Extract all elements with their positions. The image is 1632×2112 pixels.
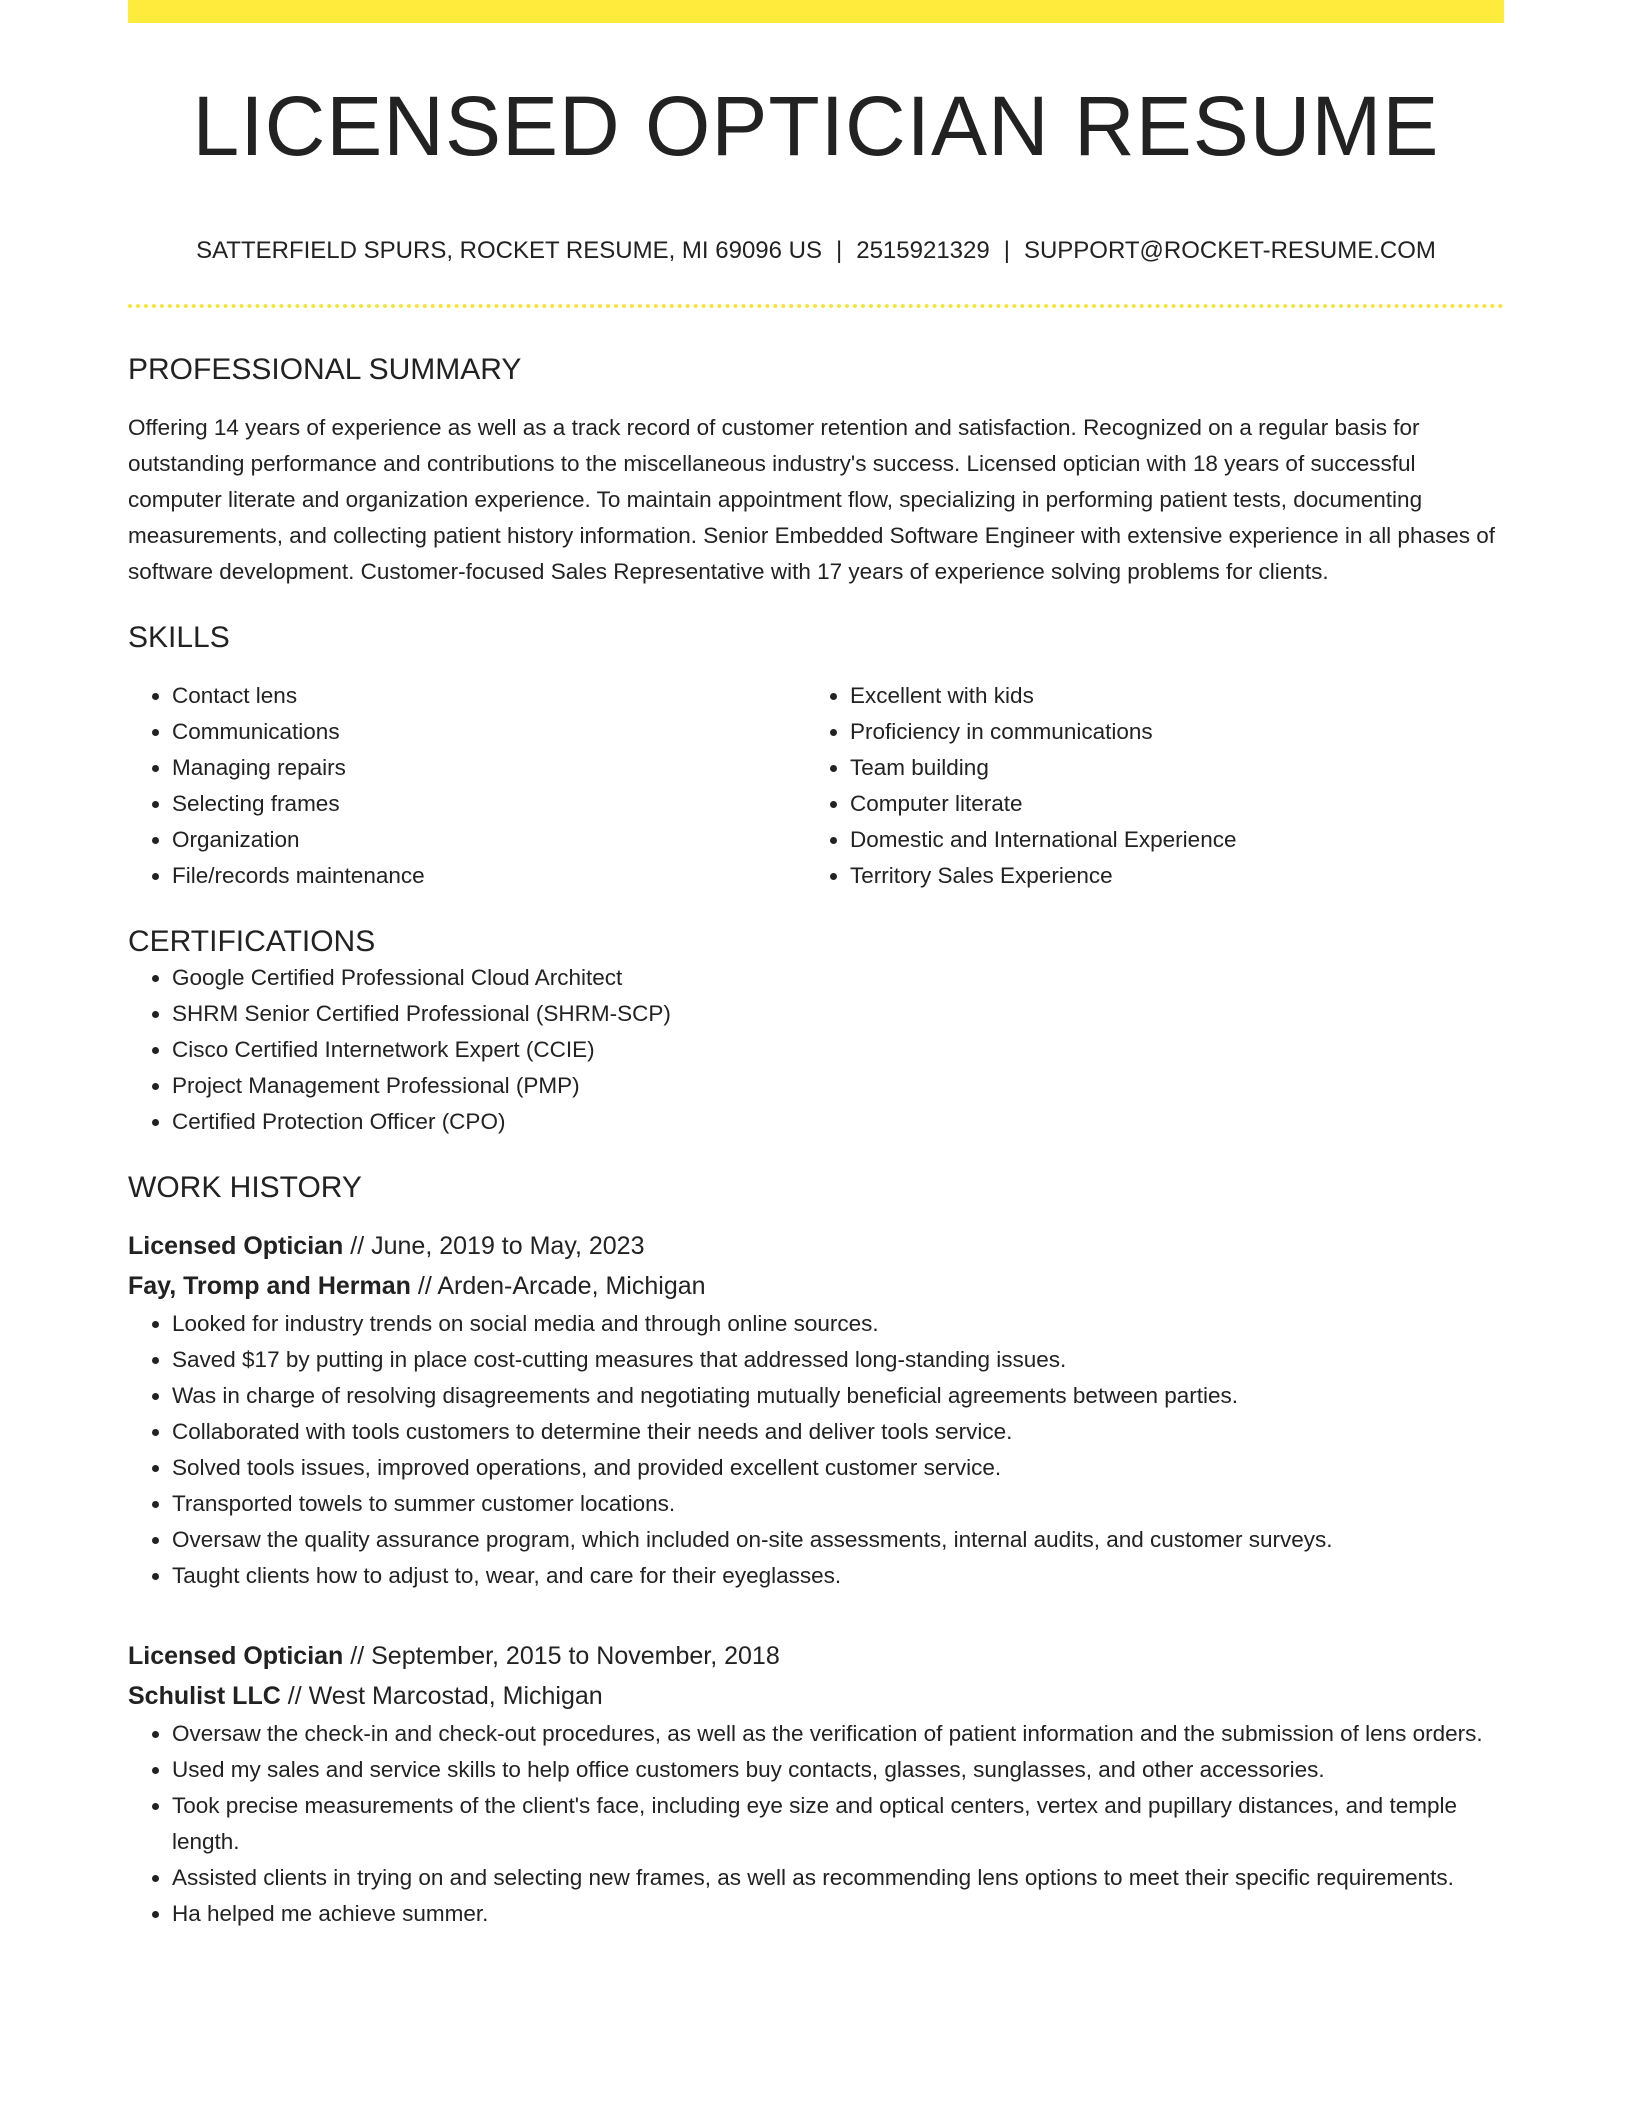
job-title-line: [128, 1226, 1504, 1266]
work-history-heading: WORK HISTORY: [128, 1171, 362, 1205]
skill-item: • Contact lens: [172, 678, 806, 714]
certification-item: • Cisco Certified Internetwork Expert (CCIE): [172, 1032, 1504, 1068]
job-entry: [128, 1636, 1504, 1932]
separator: |: [1003, 237, 1010, 265]
certification-item: • Project Management Professional (PMP): [172, 1068, 1504, 1104]
phone[interactable]: 2515921329: [856, 237, 990, 265]
job-bullet: • Looked for industry trends on social media and through online sources.: [172, 1306, 1504, 1342]
certifications-list: [128, 960, 1504, 1140]
job-entry: [128, 1226, 1504, 1594]
job-dates: // September, 2015 to November, 2018: [343, 1642, 780, 1671]
skill-item: • Communications: [172, 714, 806, 750]
job-bullet: • Taught clients how to adjust to, wear, and care for their eyeglasses.: [172, 1558, 1504, 1594]
accent-bar: [128, 0, 1504, 23]
job-bullet: • Transported towels to summer customer locations.: [172, 1486, 1504, 1522]
skills-heading: SKILLS: [128, 621, 230, 655]
certification-item: • Certified Protection Officer (CPO): [172, 1104, 1504, 1140]
skills-column-left: [128, 678, 806, 894]
skills-column-right: [806, 678, 1484, 894]
job-title: Licensed Optician: [128, 1642, 344, 1671]
skill-item: • Territory Sales Experience: [850, 858, 1484, 894]
job-company: Fay, Tromp and Herman: [128, 1272, 411, 1301]
skills-list-left: [128, 678, 806, 894]
job-bullet: • Solved tools issues, improved operations, and provided excellent customer service.: [172, 1450, 1504, 1486]
skill-item: • Team building: [850, 750, 1484, 786]
job-location: // Arden-Arcade, Michigan: [410, 1272, 706, 1301]
page-title: LICENSED OPTICIAN RESUME: [192, 79, 1440, 173]
skill-item: • Managing repairs: [172, 750, 806, 786]
skill-item: • Selecting frames: [172, 786, 806, 822]
job-bullet: • Oversaw the check-in and check-out procedures, as well as the verification of patient information and the submission of lens orders.: [172, 1716, 1504, 1752]
job-location: // West Marcostad, Michigan: [280, 1682, 603, 1711]
skill-item: • Proficiency in communications: [850, 714, 1484, 750]
skills-list-right: [806, 678, 1484, 894]
certifications-heading: CERTIFICATIONS: [128, 925, 376, 959]
certification-item: • SHRM Senior Certified Professional (SHRM-SCP): [172, 996, 1504, 1032]
job-company-line: [128, 1676, 1504, 1716]
job-bullets: [128, 1306, 1504, 1594]
job-bullet: • Was in charge of resolving disagreements and negotiating mutually beneficial agreements between parties.: [172, 1378, 1504, 1414]
job-title: Licensed Optician: [128, 1232, 344, 1261]
job-bullets: [128, 1716, 1504, 1932]
certification-item: • Google Certified Professional Cloud Architect: [172, 960, 1504, 996]
job-bullet: • Ha helped me achieve summer.: [172, 1896, 1504, 1932]
summary-heading: PROFESSIONAL SUMMARY: [128, 353, 522, 387]
job-bullet: • Used my sales and service skills to help office customers buy contacts, glasses, sunglasses, and other accessories.: [172, 1752, 1504, 1788]
summary-text: Offering 14 years of experience as well as a track record of customer retention and satisfaction. Recognized on a regular basis for outstanding performance and contributions to the miscellaneous industry's success. Licensed optician with 18 years of successful computer literate and organization experience. To maintain appointment flow, specializing in performing patient tests, documenting measurements, and collecting patient history information. Senior Embedded Software Engineer with extensive experience in all phases of software development. Customer-focused Sales Representative with 17 years of experience solving problems for clients.: [128, 415, 1496, 585]
skill-item: • File/records maintenance: [172, 858, 806, 894]
dotted-divider: [128, 304, 1504, 308]
separator: |: [836, 237, 843, 265]
job-bullet: • Collaborated with tools customers to determine their needs and deliver tools service.: [172, 1414, 1504, 1450]
job-bullet: • Assisted clients in trying on and selecting new frames, as well as recommending lens options to meet their specific requirements.: [172, 1860, 1504, 1896]
job-company: Schulist LLC: [128, 1682, 281, 1711]
skills-grid: [128, 678, 1504, 894]
job-bullet: • Saved $17 by putting in place cost-cutting measures that addressed long-standing issues.: [172, 1342, 1504, 1378]
resume-page: [128, 0, 1504, 1932]
skill-item: • Excellent with kids: [850, 678, 1484, 714]
job-title-line: [128, 1636, 1504, 1676]
address: SATTERFIELD SPURS, ROCKET RESUME, MI 69096 US: [196, 237, 822, 265]
job-company-line: [128, 1266, 1504, 1306]
job-dates: // June, 2019 to May, 2023: [343, 1232, 645, 1261]
skill-item: • Organization: [172, 822, 806, 858]
job-bullet: • Took precise measurements of the client's face, including eye size and optical centers, vertex and pupillary distances, and temple length.: [172, 1788, 1504, 1860]
email[interactable]: SUPPORT@ROCKET-RESUME.COM: [1023, 237, 1436, 265]
skill-item: • Domestic and International Experience: [850, 822, 1484, 858]
contact-line: [128, 236, 1504, 266]
skill-item: • Computer literate: [850, 786, 1484, 822]
job-bullet: • Oversaw the quality assurance program, which included on-site assessments, internal audits, and customer surveys.: [172, 1522, 1504, 1558]
